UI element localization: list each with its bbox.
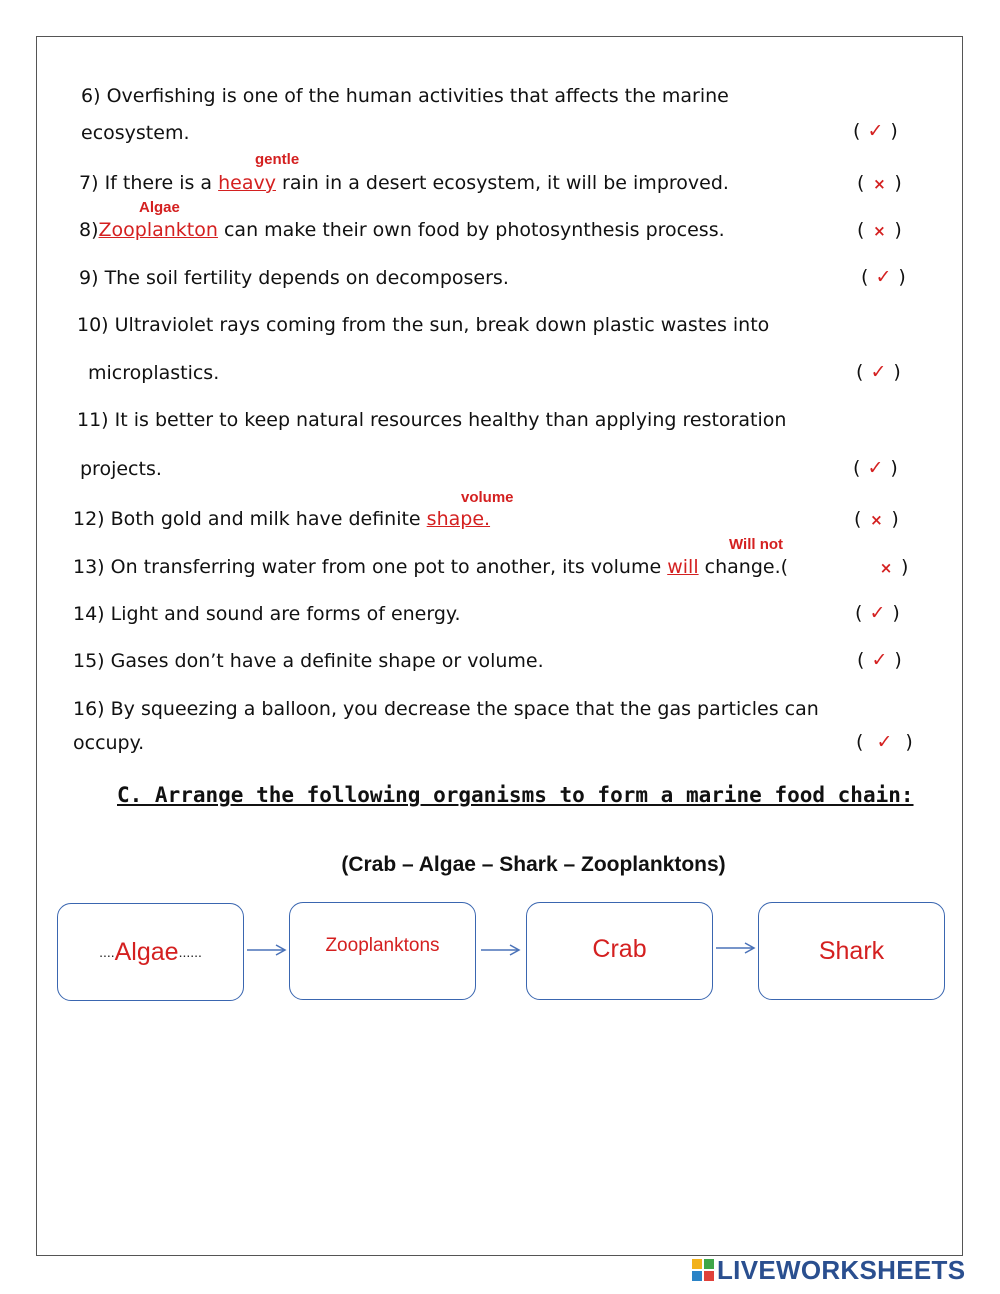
blank-dots: .... (99, 944, 115, 960)
paren-close: ) (894, 172, 902, 194)
food-chain-box-1[interactable] (57, 903, 244, 1001)
question-6 (81, 84, 729, 108)
question-15 (73, 649, 544, 673)
paren-open: ( (857, 219, 865, 241)
paren-open: ( (856, 361, 864, 383)
wrong-word: shape. (426, 508, 491, 530)
paren-close: ) (898, 266, 906, 288)
correction-8: Algae (139, 199, 180, 216)
liveworksheets-logo (692, 1256, 965, 1284)
answer-15[interactable] (857, 648, 902, 672)
question-text: can make their own food by photosynthesis process. (223, 219, 725, 241)
food-chain-box-3[interactable] (526, 902, 713, 1000)
answer-algae[interactable]: Algae (114, 937, 179, 966)
paren-close: ) (893, 361, 901, 383)
paren-close: ) (905, 731, 913, 753)
arrow-right-icon (246, 943, 288, 957)
paren-open: ( (853, 457, 861, 479)
check-icon: ✓ (870, 361, 887, 383)
question-text: Gases don’t have a definite shape or volume. (110, 650, 544, 672)
question-text: On transferring water from one pot to another, its volume (110, 556, 662, 578)
question-text: rain in a desert ecosystem, it will be improved. (282, 172, 729, 194)
answer-zooplanktons[interactable]: Zooplanktons (325, 935, 440, 956)
check-icon: ✓ (867, 120, 884, 142)
paren-close: ) (890, 457, 898, 479)
paren-open: ( (853, 120, 861, 142)
paren-open: ( (857, 172, 865, 194)
check-icon: ✓ (875, 266, 892, 288)
answer-13[interactable] (871, 555, 908, 580)
paren-open: ( (855, 602, 863, 624)
question-16 (73, 697, 819, 721)
paren-close: ) (891, 508, 899, 530)
question-10 (77, 313, 769, 337)
paren-open: ( (861, 266, 869, 288)
answer-11[interactable] (853, 456, 898, 480)
question-text: If there is a (104, 172, 213, 194)
question-10-cont (88, 361, 219, 385)
question-text: microplastics. (88, 362, 220, 384)
food-chain-box-2[interactable] (289, 902, 476, 1000)
question-number: 7) (79, 172, 99, 194)
organisms-list: (Crab – Algae – Shark – Zooplanktons) (341, 853, 726, 876)
paren-open: ( (856, 731, 864, 753)
check-icon: ✓ (871, 649, 888, 671)
check-icon: ✓ (867, 457, 884, 479)
question-text: Both gold and milk have definite (110, 508, 421, 530)
question-number: 8) (79, 219, 99, 241)
answer-6[interactable] (853, 119, 898, 143)
question-number: 14) (73, 603, 105, 625)
question-text: Light and sound are forms of energy. (110, 603, 461, 625)
question-11 (77, 408, 786, 432)
cross-icon: × (873, 175, 886, 193)
cross-icon: × (879, 559, 893, 577)
question-text: ecosystem. (81, 122, 190, 144)
logo-blocks-icon (692, 1259, 714, 1281)
question-11-cont (80, 457, 162, 481)
arrow-right-icon (715, 941, 757, 955)
wrong-word: will (667, 556, 699, 578)
question-16-cont (73, 731, 144, 755)
question-number: 16) (73, 698, 105, 720)
correction-13: Will not (729, 536, 784, 553)
cross-icon: × (870, 511, 883, 529)
question-text: Ultraviolet rays coming from the sun, break down plastic wastes into (114, 314, 770, 336)
paren-close: ) (892, 602, 900, 624)
question-number: 11) (77, 409, 109, 431)
wrong-word: heavy (218, 172, 276, 194)
question-number: 13) (73, 556, 105, 578)
question-9 (79, 266, 509, 290)
question-number: 12) (73, 508, 105, 530)
cross-icon: × (873, 222, 886, 240)
question-text: Overfishing is one of the human activities that affects the marine (106, 85, 729, 107)
answer-shark[interactable]: Shark (818, 936, 885, 965)
wrong-word: Zooplankton (98, 219, 218, 241)
answer-8[interactable] (857, 218, 902, 243)
answer-9[interactable] (861, 265, 906, 289)
paren-close: ) (894, 649, 902, 671)
correction-7: gentle (255, 151, 300, 168)
question-text: By squeezing a balloon, you decrease the space that the gas particles can (110, 698, 819, 720)
question-text: change.( (704, 556, 789, 578)
question-7 (79, 171, 729, 195)
paren-open: ( (857, 649, 865, 671)
answer-7[interactable] (857, 171, 902, 196)
question-text: projects. (80, 458, 162, 480)
question-text: It is better to keep natural resources healthy than applying restoration (114, 409, 787, 431)
check-icon: ✓ (869, 602, 886, 624)
question-12 (73, 507, 490, 531)
answer-14[interactable] (855, 601, 900, 625)
arrow-right-icon (480, 943, 522, 957)
correction-12: volume (461, 489, 514, 506)
check-icon: ✓ (876, 731, 893, 753)
paren-close: ) (901, 556, 909, 578)
question-6-cont (81, 121, 190, 145)
answer-16[interactable] (856, 730, 913, 754)
paren-close: ) (890, 120, 898, 142)
section-c-heading: C. Arrange the following organisms to form a marine food chain: (117, 783, 914, 807)
question-text: The soil fertility depends on decomposers. (104, 267, 509, 289)
question-number: 9) (79, 267, 99, 289)
question-8 (79, 218, 725, 242)
question-number: 6) (81, 85, 101, 107)
food-chain-box-4[interactable] (758, 902, 945, 1000)
paren-open: ( (854, 508, 862, 530)
answer-10[interactable] (856, 360, 901, 384)
answer-12[interactable] (854, 507, 899, 532)
question-13 (73, 555, 788, 579)
question-number: 10) (77, 314, 109, 336)
logo-text: LIVEWORKSHEETS (717, 1255, 966, 1285)
question-number: 15) (73, 650, 105, 672)
paren-close: ) (894, 219, 902, 241)
question-text: occupy. (73, 732, 145, 754)
blank-dots: ...... (178, 944, 202, 960)
question-14 (73, 602, 460, 626)
answer-crab[interactable]: Crab (592, 935, 647, 963)
